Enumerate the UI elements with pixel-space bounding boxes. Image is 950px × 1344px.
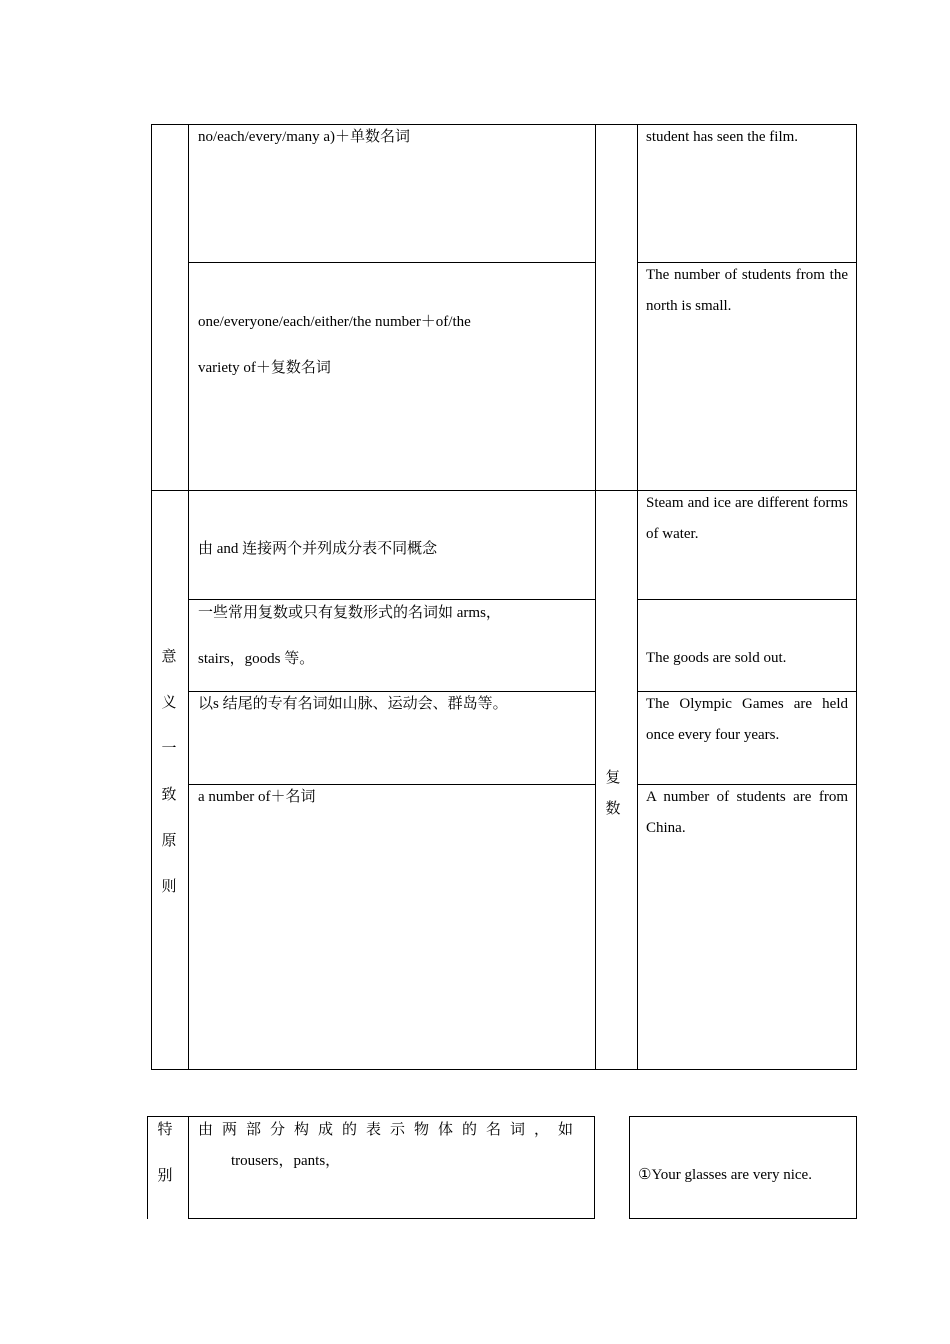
example-cell: The goods are sold out. [646,650,787,666]
rule-cell: one/everyone/each/either/the number＋of/the [198,314,471,330]
column-divider [637,124,638,1070]
rule-cell: a number of＋名词 [198,789,316,805]
rule-cell: variety of＋复数名词 [198,360,331,376]
table1-bottom-border [151,1069,857,1070]
column-divider [595,124,596,1070]
table2-top-border [629,1116,857,1117]
table1-left-border [151,124,152,1070]
column-divider [594,1116,595,1219]
rule-cell: trousers，pants， [231,1153,341,1169]
column-divider [188,124,189,1070]
row-divider [637,599,857,600]
rule-cell: 一些常用复数或只有复数形式的名词如 arms， [198,605,501,621]
table2-right-border [856,1116,857,1219]
example-cell: The number of students from the north is small. [646,267,848,314]
example-cell: The Olympic Games are held once every four years. [646,696,848,743]
table1-right-border [856,124,857,1070]
example-cell: student has seen the film. [646,129,799,145]
table2-bottom-border [629,1218,857,1219]
column-divider [629,1116,630,1219]
row-divider [188,262,596,263]
example-cell: Steam and ice are different forms of water. [646,495,848,542]
rule-cell: no/each/every/many a)＋单数名词 [198,129,411,145]
column-divider [188,1116,189,1219]
example-cell: ①Your glasses are very nice. [638,1167,812,1183]
rule-cell: stairs，goods 等。 [198,651,315,667]
rule-cell: 以s 结尾的专有名词如山脉、运动会、群岛等。 [198,696,508,712]
category-label: 特 别 [157,1122,173,1184]
category-label: 意 义 一 致 原 则 [161,649,177,895]
rule-cell: 由 and 连接两个并列成分表不同概念 [198,541,438,557]
example-cell: A number of students are from China. [646,789,848,836]
rule-cell: 由两部分构成的表示物体的名词，如 [198,1122,583,1138]
number-label: 复 数 [605,770,621,817]
table2-left-border [147,1116,148,1219]
table2-bottom-border [188,1218,595,1219]
